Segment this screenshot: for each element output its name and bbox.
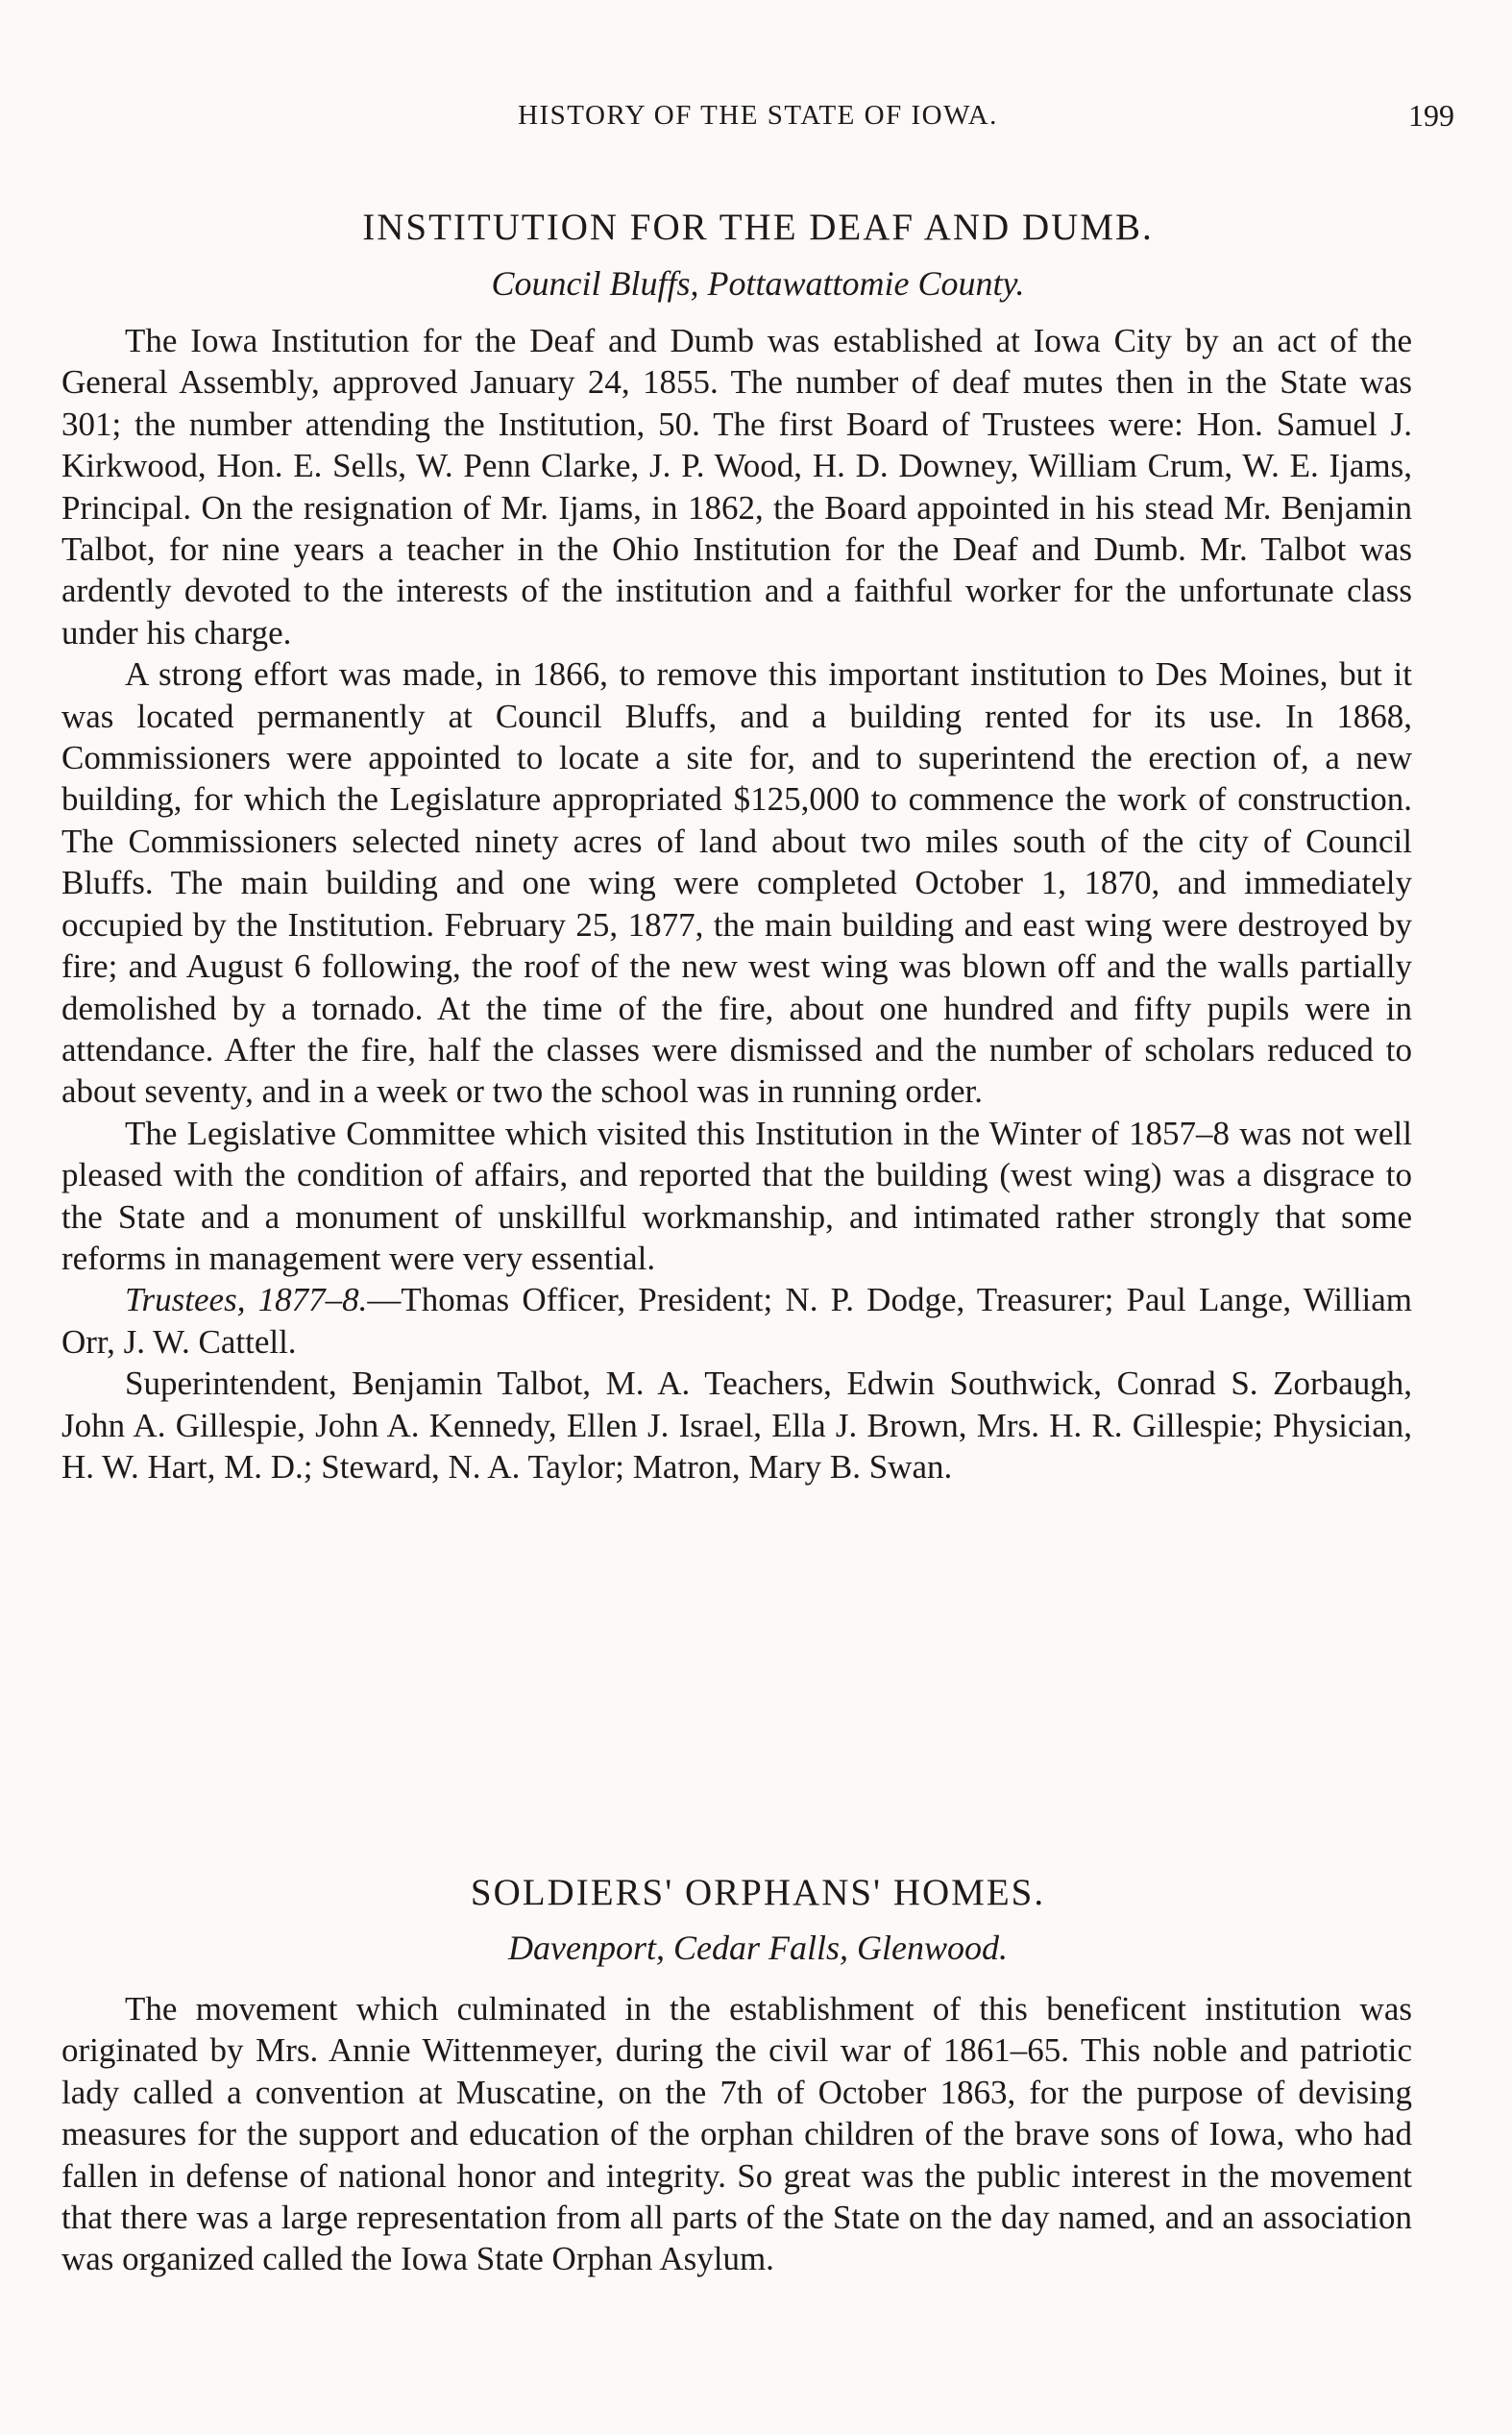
- deaf-dumb-location: Council Bluffs, Pottawattomie County.: [491, 264, 1025, 303]
- paragraph: The Legislative Committee which visited this Institution in the Winter of 1857–8 was not well pleased with the condition of affairs, and reported that the building (west wing) was a disgrace to the State and a monument of unskillful workmanship, and intimated rather strongly that some reforms in management were very essential.: [61, 1114, 1412, 1277]
- orphans-location: Davenport, Cedar Falls, Glenwood.: [508, 1929, 1008, 1967]
- running-head: [61, 94, 1454, 136]
- orphans-heading: SOLDIERS' ORPHANS' HOMES.: [470, 1872, 1046, 1913]
- deaf-dumb-body: [61, 320, 1412, 1487]
- paragraph: A strong effort was made, in 1866, to remove this important institution to Des Moines, but it was located permanently at Council Bluffs, and a building rented for its use. In 1868, Commissioners were appointed to locate a site for, and to superintend the erection of, a new building, for which the Legislature appropriated $125,000 to commence the work of construction. The Commissioners selected ninety acres of land about two miles south of the city of Council Bluffs. The main building and one wing were completed October 1, 1870, and immediately occupied by the Institution. February 25, 1877, the main building and east wing were destroyed by fire; and August 6 following, the roof of the new west wing was blown off and the walls partially demolished by a tornado. At the time of the fire, about one hundred and fifty pupils were in attendance. After the fire, half the classes were dismissed and the number of scholars reduced to about seventy, and in a week or two the school was in running order.: [61, 655, 1412, 1111]
- deaf-dumb-heading: INSTITUTION FOR THE DEAF AND DUMB.: [362, 207, 1154, 248]
- paragraph: The Iowa Institution for the Deaf and Dumb was established at Iowa City by an act of the General Assembly, approved January 24, 1855. The number of deaf mutes then in the State was 301; the number attending the Institution, 50. The first Board of Trustees were: Hon. Samuel J. Kirkwood, Hon. E. Sells, W. Penn Clarke, J. P. Wood, H. D. Downey, William Crum, W. E. Ijams, Principal. On the resignation of Mr. Ijams, in 1862, the Board appointed in his stead Mr. Benjamin Talbot, for nine years a teacher in the Ohio Institution for the Deaf and Dumb. Mr. Talbot was ardently devoted to the interests of the institution and a faithful worker for the unfortunate class under his charge.: [61, 322, 1412, 652]
- trustees-label: Trustees, 1877–8.: [125, 1281, 368, 1319]
- paragraph: The movement which culminated in the establishment of this beneficent institution was originated by Mrs. Annie Wittenmeyer, during the civil war of 1861–65. This noble and patriotic lady called a convention at Muscatine, on the 7th of October 1863, for the purpose of devising measures for the support and education of the orphan children of the brave sons of Iowa, who had fallen in defense of national honor and integrity. So great was the public interest in the movement that there was a large representation from all parts of the State on the day named, and an association was organized called the Iowa State Orphan Asylum.: [61, 1990, 1412, 2278]
- orphans-body: [61, 1988, 1412, 2280]
- trustees-paragraph: [61, 1279, 1412, 1363]
- page-number: 199: [1408, 98, 1454, 133]
- running-title: HISTORY OF THE STATE OF IOWA.: [518, 100, 998, 131]
- trustees-text: —Thomas Officer, President; N. P. Dodge, Treasurer; Paul Lange, William Orr, J. W. Cattell.: [61, 1281, 1412, 1361]
- staff-paragraph: Superintendent, Benjamin Talbot, M. A. Teachers, Edwin Southwick, Conrad S. Zorbaugh, John A. Gillespie, John A. Kennedy, Ellen J. Israel, Ella J. Brown, Mrs. H. R. Gillespie; Physician, H. W. Hart, M. D.; Steward, N. A. Taylor; Matron, Mary B. Swan.: [61, 1365, 1412, 1486]
